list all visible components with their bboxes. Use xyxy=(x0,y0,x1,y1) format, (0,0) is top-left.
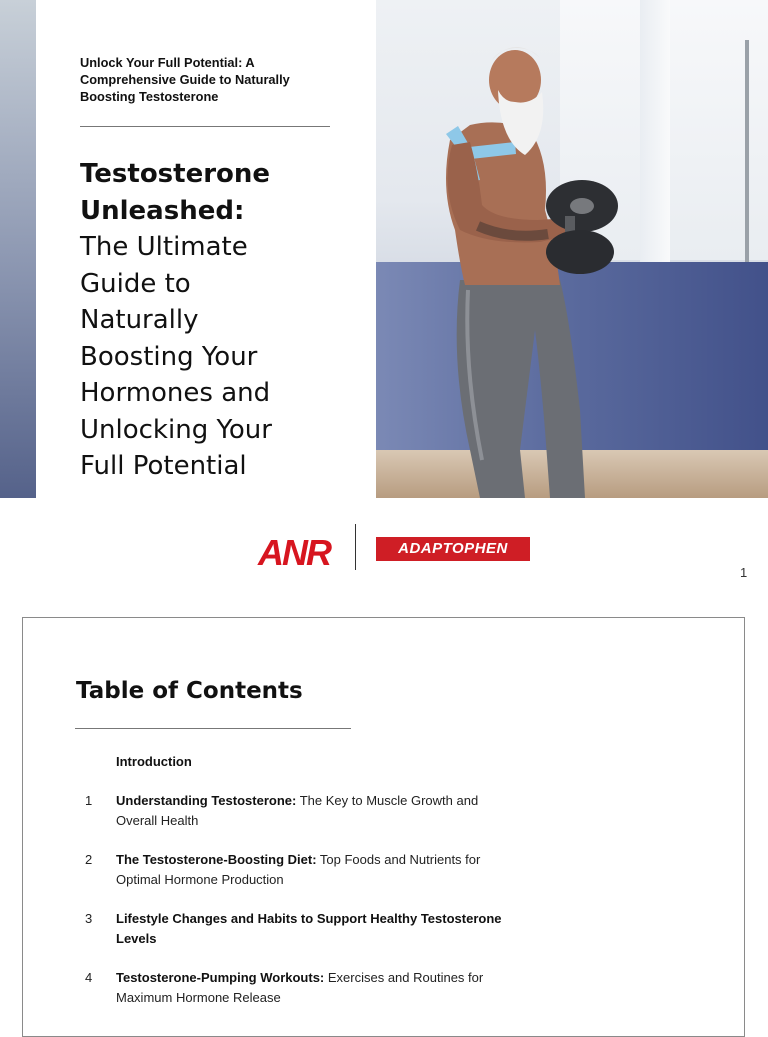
cover-divider xyxy=(80,126,330,127)
cover-title-line: Naturally xyxy=(80,305,199,335)
cover-title-line: The Ultimate xyxy=(80,232,248,262)
page-number: 1 xyxy=(740,565,748,580)
cover-title-line: Hormones and xyxy=(80,378,271,408)
toc-item-text xyxy=(116,791,516,831)
cover-title-line: Full Potential xyxy=(80,451,247,481)
cover-title-line: Guide to xyxy=(80,268,191,299)
toc-item-bold: Introduction xyxy=(116,754,192,769)
toc-item-number: 2 xyxy=(85,852,93,867)
cover-subtitle: Unlock Your Full Potential: A Comprehensive Guide to Naturally Boosting Testosterone xyxy=(80,55,290,104)
toc-item-rest: Exercises and Routines for Maximum Hormone Release xyxy=(116,970,484,1005)
adaptophen-logo: ADAPTOPHEN xyxy=(376,537,530,561)
logo-divider xyxy=(355,524,356,570)
man-lifting-dumbbell-image xyxy=(420,30,640,498)
toc-title: Table of Contents xyxy=(76,678,303,704)
cover-title-line: Boosting Your xyxy=(80,341,258,372)
toc-item-text xyxy=(116,752,516,772)
toc-item-number: 4 xyxy=(85,970,93,985)
cover-title-bold-line-1: Testosterone xyxy=(80,159,271,189)
toc-item-text xyxy=(116,909,516,949)
toc-item-number: 1 xyxy=(85,793,93,808)
toc-item-text xyxy=(116,850,516,890)
cover-title xyxy=(80,156,365,485)
photo-wall-left xyxy=(0,0,36,498)
toc-item-text xyxy=(116,968,516,1008)
anr-logo: ANR xyxy=(258,532,330,573)
toc-page xyxy=(22,617,745,1037)
toc-item-rest: The Key to Muscle Growth and Overall Health xyxy=(116,793,479,828)
brand-logos xyxy=(258,524,538,572)
cover-page xyxy=(0,0,768,498)
toc-item-bold: Lifestyle Changes and Habits to Support Healthy Testosterone Levels xyxy=(116,911,502,946)
toc-divider xyxy=(75,728,351,729)
toc-item-bold: Understanding Testosterone: xyxy=(116,793,297,808)
toc-item-rest: Top Foods and Nutrients for Optimal Hormone Production xyxy=(116,852,481,887)
cover-title-bold-line-2: Unleashed: xyxy=(80,195,245,226)
toc-item-bold: Testosterone-Pumping Workouts: xyxy=(116,970,325,985)
cover-title-line: Unlocking Your xyxy=(80,414,272,445)
toc-item-bold: The Testosterone-Boosting Diet: xyxy=(116,852,317,867)
toc-item-number: 3 xyxy=(85,911,93,926)
